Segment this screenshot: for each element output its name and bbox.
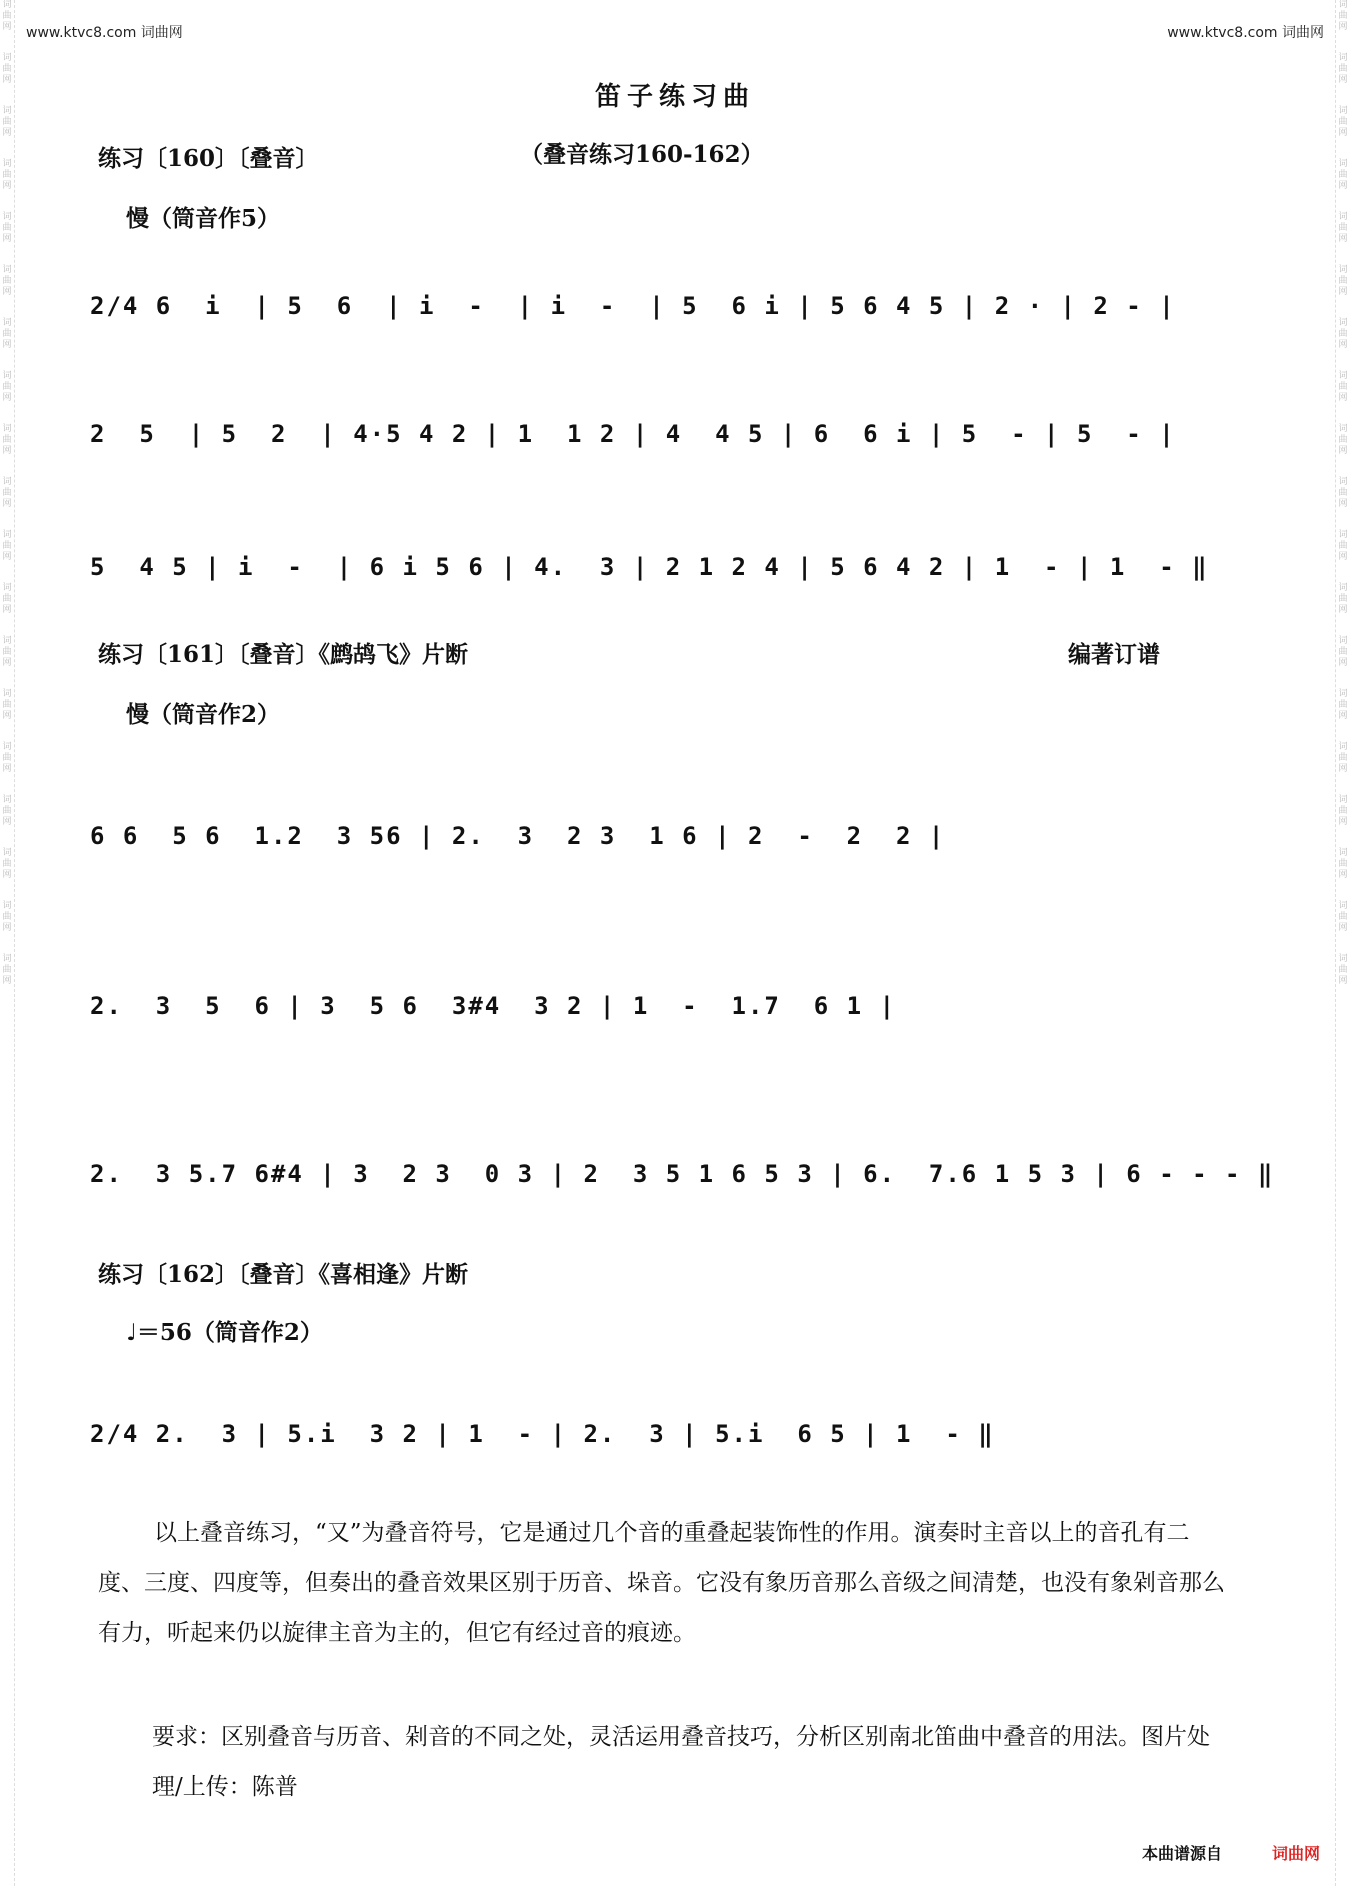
watermark-char: 网 xyxy=(1338,181,1348,191)
watermark-char: 词 xyxy=(2,795,12,805)
watermark-char: 网 xyxy=(2,128,12,138)
watermark-char: 曲 xyxy=(1338,223,1348,233)
watermark-char: 网 xyxy=(2,552,12,562)
notes: 2/4 2. 3 | 5.i 3 2 | 1 - | 2. 3 | 5.i 6 5 | 1 - ‖ xyxy=(90,1420,995,1448)
watermark-char: 曲 xyxy=(1338,170,1348,180)
watermark-char: 词 xyxy=(2,371,12,381)
watermark-char: 网 xyxy=(1338,976,1348,986)
watermark-char: 曲 xyxy=(1338,594,1348,604)
watermark-char: 曲 xyxy=(2,276,12,286)
watermark-char: 曲 xyxy=(1338,700,1348,710)
watermark-char: 词 xyxy=(1338,689,1348,699)
watermark-char: 词 xyxy=(2,689,12,699)
notes: 2. 3 5 6 | 3 5 6 3#4 3 2 | 1 - 1.7 6 1 | xyxy=(90,992,897,1020)
watermark-char: 网 xyxy=(1338,128,1348,138)
watermark-char: 网 xyxy=(1338,22,1348,32)
watermark-char: 网 xyxy=(2,923,12,933)
exercise-161-credit: 编著订谱 xyxy=(1068,641,1160,668)
watermark-char: 词 xyxy=(2,424,12,434)
watermark-char: 词 xyxy=(1338,848,1348,858)
watermark-char: 网 xyxy=(1338,870,1348,880)
watermark-char: 词 xyxy=(1338,901,1348,911)
watermark-char: 曲 xyxy=(1338,329,1348,339)
notes: 6 6 5 6 1.2 3 56 | 2. 3 2 3 1 6 | 2 - 2 2 | xyxy=(90,822,946,850)
staff-161-line-3 xyxy=(90,1160,1275,1188)
watermark-char: 曲 xyxy=(1338,435,1348,445)
watermark-char: 词 xyxy=(1338,265,1348,275)
watermark-char: 曲 xyxy=(2,965,12,975)
watermark-char: 网 xyxy=(1338,605,1348,615)
staff-160-line-1 xyxy=(90,292,1230,320)
notes: 2/4 6 i | 5 6 | i - | i - | 5 6 i | 5 6 4 5 | 2 · | 2 - | xyxy=(90,292,1176,320)
watermark-char: 曲 xyxy=(1338,64,1348,74)
watermark-char: 网 xyxy=(2,181,12,191)
watermark-char: 网 xyxy=(1338,658,1348,668)
watermark-char: 网 xyxy=(1338,552,1348,562)
watermark-char: 网 xyxy=(2,22,12,32)
watermark-char: 网 xyxy=(2,75,12,85)
watermark-char: 曲 xyxy=(2,329,12,339)
staff-160-line-2 xyxy=(90,420,1230,448)
watermark-char: 曲 xyxy=(1338,753,1348,763)
watermark-char: 曲 xyxy=(2,700,12,710)
header-right-url[interactable]: www.ktvc8.com 词曲网 xyxy=(1167,25,1324,41)
watermark-char: 曲 xyxy=(2,753,12,763)
exercise-162-tempo: ♩＝56（筒音作2） xyxy=(126,1319,323,1346)
page-title: 笛子练习曲 xyxy=(594,82,755,112)
watermark-char: 词 xyxy=(2,265,12,275)
notes: 2 5 | 5 2 | 4·5 4 2 | 1 1 2 | 4 4 5 | 6 6 i | 5 - | 5 - | xyxy=(90,420,1176,448)
watermark-char: 词 xyxy=(2,848,12,858)
watermark-char: 曲 xyxy=(1338,276,1348,286)
watermark-char: 词 xyxy=(1338,530,1348,540)
watermark-char: 词 xyxy=(1338,318,1348,328)
watermark-char: 网 xyxy=(2,605,12,615)
watermark-char: 网 xyxy=(2,817,12,827)
watermark-char: 网 xyxy=(2,499,12,509)
watermark-char: 词 xyxy=(1338,371,1348,381)
right-watermark-strip xyxy=(1335,0,1350,1886)
watermark-char: 网 xyxy=(1338,923,1348,933)
exercise-160-label: 练习〔160〕〔叠音〕 xyxy=(98,145,319,172)
watermark-char: 曲 xyxy=(1338,117,1348,127)
watermark-char: 网 xyxy=(1338,764,1348,774)
watermark-char: 曲 xyxy=(1338,859,1348,869)
notes: 2. 3 5.7 6#4 | 3 2 3 0 3 | 2 3 5 1 6 5 3 | 6. 7.6 1 5 3 | 6 - - - ‖ xyxy=(90,1160,1275,1188)
watermark-char: 网 xyxy=(2,870,12,880)
watermark-char: 词 xyxy=(2,742,12,752)
watermark-char: 网 xyxy=(1338,393,1348,403)
exercise-162-label: 练习〔162〕〔叠音〕《喜相逢》片断 xyxy=(98,1261,469,1288)
footer-site-link[interactable]: 词曲网 xyxy=(1271,1844,1320,1863)
watermark-char: 词 xyxy=(2,53,12,63)
watermark-char: 曲 xyxy=(2,64,12,74)
footer xyxy=(1142,1841,1320,1864)
watermark-char: 词 xyxy=(2,636,12,646)
watermark-char: 网 xyxy=(1338,446,1348,456)
watermark-char: 词 xyxy=(1338,53,1348,63)
watermark-char: 曲 xyxy=(2,912,12,922)
watermark-char: 曲 xyxy=(1338,541,1348,551)
exercise-subtitle: （叠音练习160-162） xyxy=(520,141,764,168)
watermark-char: 网 xyxy=(2,446,12,456)
staff-161-line-1 xyxy=(90,822,1230,850)
watermark-char: 曲 xyxy=(1338,11,1348,21)
watermark-char: 曲 xyxy=(1338,965,1348,975)
exercise-160-tempo: 慢（筒音作5） xyxy=(126,205,281,232)
watermark-char: 网 xyxy=(2,287,12,297)
watermark-char: 词 xyxy=(2,901,12,911)
watermark-char: 词 xyxy=(2,0,12,10)
watermark-char: 曲 xyxy=(2,11,12,21)
watermark-char: 曲 xyxy=(2,859,12,869)
watermark-char: 曲 xyxy=(2,382,12,392)
watermark-char: 网 xyxy=(1338,711,1348,721)
footer-source: 本曲谱源自 xyxy=(1141,1844,1222,1863)
watermark-char: 网 xyxy=(2,658,12,668)
watermark-char: 网 xyxy=(1338,234,1348,244)
watermark-char: 网 xyxy=(2,764,12,774)
watermark-char: 网 xyxy=(1338,817,1348,827)
watermark-char: 曲 xyxy=(2,223,12,233)
watermark-char: 网 xyxy=(1338,499,1348,509)
watermark-char: 词 xyxy=(2,954,12,964)
watermark-char: 网 xyxy=(1338,75,1348,85)
watermark-char: 曲 xyxy=(1338,647,1348,657)
watermark-char: 词 xyxy=(1338,742,1348,752)
watermark-char: 曲 xyxy=(2,541,12,551)
watermark-char: 网 xyxy=(1338,340,1348,350)
notes: 5 4 5 | i - | 6 i 5 6 | 4. 3 | 2 1 2 4 | 5 6 4 2 | 1 - | 1 - ‖ xyxy=(90,553,1209,581)
staff-162-line-1 xyxy=(90,1420,1230,1448)
watermark-char: 曲 xyxy=(1338,806,1348,816)
watermark-char: 网 xyxy=(2,234,12,244)
exercise-161-tempo: 慢（筒音作2） xyxy=(126,701,281,728)
staff-161-line-2 xyxy=(90,992,1230,1020)
watermark-char: 曲 xyxy=(2,806,12,816)
watermark-char: 曲 xyxy=(1338,912,1348,922)
watermark-char: 曲 xyxy=(2,117,12,127)
watermark-char: 网 xyxy=(2,976,12,986)
watermark-char: 词 xyxy=(1338,0,1348,10)
watermark-char: 词 xyxy=(1338,424,1348,434)
watermark-char: 曲 xyxy=(2,647,12,657)
watermark-char: 词 xyxy=(1338,212,1348,222)
watermark-char: 曲 xyxy=(1338,382,1348,392)
watermark-char: 曲 xyxy=(2,170,12,180)
header-left-url[interactable]: www.ktvc8.com 词曲网 xyxy=(26,25,183,41)
watermark-char: 词 xyxy=(2,212,12,222)
watermark-char: 词 xyxy=(1338,636,1348,646)
watermark-char: 词 xyxy=(2,477,12,487)
left-watermark-strip xyxy=(0,0,15,1886)
watermark-char: 网 xyxy=(2,711,12,721)
requirement-paragraph: 要求：区别叠音与历音、剁音的不同之处，灵活运用叠音技巧，分析区别南北笛曲中叠音的用法。图片处理/上传：陈普 xyxy=(152,1724,1210,1800)
watermark-char: 曲 xyxy=(2,488,12,498)
watermark-char: 网 xyxy=(1338,287,1348,297)
explanation-paragraph: 以上叠音练习，“又”为叠音符号，它是通过几个音的重叠起装饰性的作用。演奏时主音以上的音孔有二度、三度、四度等，但奏出的叠音效果区别于历音、垛音。它没有象历音那么音级之间清楚，也没有象剁音那么有力，听起来仍以旋律主音为主的，但它有经过音的痕迹。 xyxy=(98,1520,1225,1646)
watermark-char: 词 xyxy=(1338,583,1348,593)
watermark-char: 词 xyxy=(1338,795,1348,805)
watermark-char: 词 xyxy=(1338,159,1348,169)
watermark-char: 词 xyxy=(2,106,12,116)
watermark-char: 网 xyxy=(2,340,12,350)
watermark-char: 曲 xyxy=(2,435,12,445)
watermark-char: 词 xyxy=(2,530,12,540)
watermark-char: 词 xyxy=(1338,954,1348,964)
watermark-char: 曲 xyxy=(1338,488,1348,498)
watermark-char: 词 xyxy=(2,318,12,328)
watermark-char: 曲 xyxy=(2,594,12,604)
exercise-161-label: 练习〔161〕〔叠音〕《鹧鸪飞》片断 xyxy=(98,641,469,668)
watermark-char: 词 xyxy=(2,159,12,169)
watermark-char: 词 xyxy=(1338,477,1348,487)
watermark-char: 网 xyxy=(2,393,12,403)
staff-160-line-3 xyxy=(90,553,1230,581)
watermark-char: 词 xyxy=(2,583,12,593)
watermark-char: 词 xyxy=(1338,106,1348,116)
